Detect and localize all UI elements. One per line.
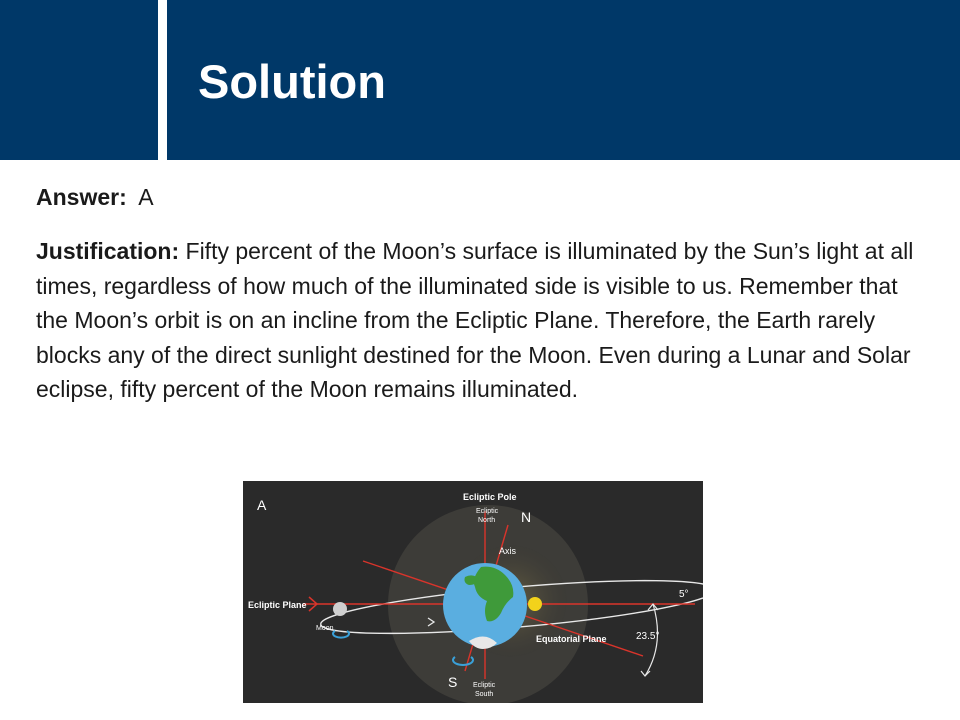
justification-label: Justification: — [36, 238, 180, 264]
slide-title: Solution — [198, 55, 386, 108]
south-label: S — [448, 674, 458, 690]
equatorial-plane-label: Equatorial Plane — [536, 634, 607, 644]
ecliptic-south-label-1: Ecliptic — [473, 682, 496, 689]
header-band-left — [0, 0, 158, 160]
tilt-arc-arrow-top — [648, 604, 658, 610]
ecliptic-pole-label: Ecliptic Pole — [463, 492, 517, 502]
angle-large-label: 23.5° — [636, 631, 660, 642]
sun — [528, 597, 542, 611]
moon-label: Moon — [316, 625, 334, 632]
answer-line — [36, 180, 154, 214]
north-label: N — [521, 509, 532, 525]
justification-paragraph — [36, 234, 926, 407]
diagram-svg — [243, 481, 703, 703]
ecliptic-plane-label: Ecliptic Plane — [248, 600, 307, 610]
axis-label: Axis — [499, 546, 517, 556]
ecliptic-south-label-2: South — [475, 691, 494, 698]
justification-text: Fifty percent of the Moon’s surface is illuminated by the Sun’s light at all times, regardless of how much of the illuminated side is visible to us. Remember that the Moon’s orbit is on an incline from the Ecliptic Plane. Therefore, the Earth rarely blocks any of the direct sunlight destined for the Moon. Even during a Lunar and Solar eclipse, fifty percent of the Moon remains illuminated. — [36, 238, 914, 402]
moon — [333, 602, 347, 616]
tilt-arc-arrow-bottom — [641, 671, 650, 676]
ecliptic-north-label-2: North — [478, 517, 496, 524]
earth-moon-diagram — [243, 481, 703, 703]
answer-value: A — [138, 184, 154, 210]
panel-letter: A — [257, 497, 267, 513]
ecliptic-north-label-1: Ecliptic — [476, 508, 499, 515]
angle-small-label: 5° — [679, 589, 689, 600]
answer-label: Answer: — [36, 184, 127, 210]
